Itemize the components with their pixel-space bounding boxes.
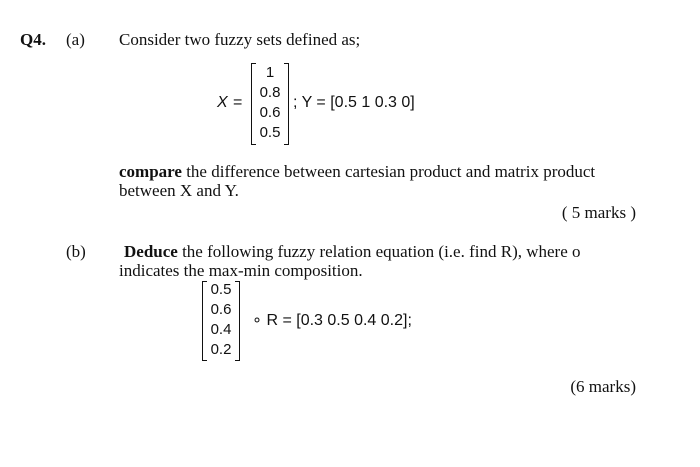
b-value: 0.5 (210, 281, 232, 298)
part-a-instruction-rest: the difference between cartesian product and matrix product (181, 162, 596, 181)
y-expression: ; Y = [0.5 1 0.3 0] (293, 94, 415, 111)
part-a-marks: ( 5 marks ) (561, 203, 636, 222)
part-a-instruction-bold: compare (119, 162, 182, 181)
b-right-bracket (235, 281, 240, 361)
b-value: 0.2 (210, 341, 232, 358)
x-value: 0.8 (259, 84, 281, 101)
b-equation: ∘ R = [0.3 0.5 0.4 0.2]; (252, 312, 412, 329)
question-number: Q4. (20, 30, 46, 49)
b-value: 0.4 (210, 321, 232, 338)
part-b-instruction-rest: the following fuzzy relation equation (i.e. find R), where o (177, 242, 581, 261)
b-value: 0.6 (210, 301, 232, 318)
part-a-instruction-line2: between X and Y. (119, 181, 239, 200)
part-a-intro: Consider two fuzzy sets defined as; (119, 30, 361, 49)
x-right-bracket (284, 63, 289, 145)
part-b-label: (b) (66, 242, 86, 261)
b-vector-values (206, 280, 236, 360)
x-equals: = (233, 94, 243, 111)
x-vector-values (255, 63, 285, 143)
x-value: 0.6 (259, 104, 281, 121)
part-a-instruction-line1 (119, 162, 595, 182)
part-b-instruction-line2: indicates the max-min composition. (119, 261, 363, 280)
part-b-marks: (6 marks) (570, 377, 636, 396)
x-value: 0.5 (259, 124, 281, 141)
part-a-label: (a) (66, 30, 85, 49)
part-b-instruction-line1 (124, 242, 581, 262)
x-symbol: X (217, 94, 228, 111)
part-b-instruction-bold: Deduce (124, 242, 178, 261)
x-value: 1 (265, 64, 275, 81)
